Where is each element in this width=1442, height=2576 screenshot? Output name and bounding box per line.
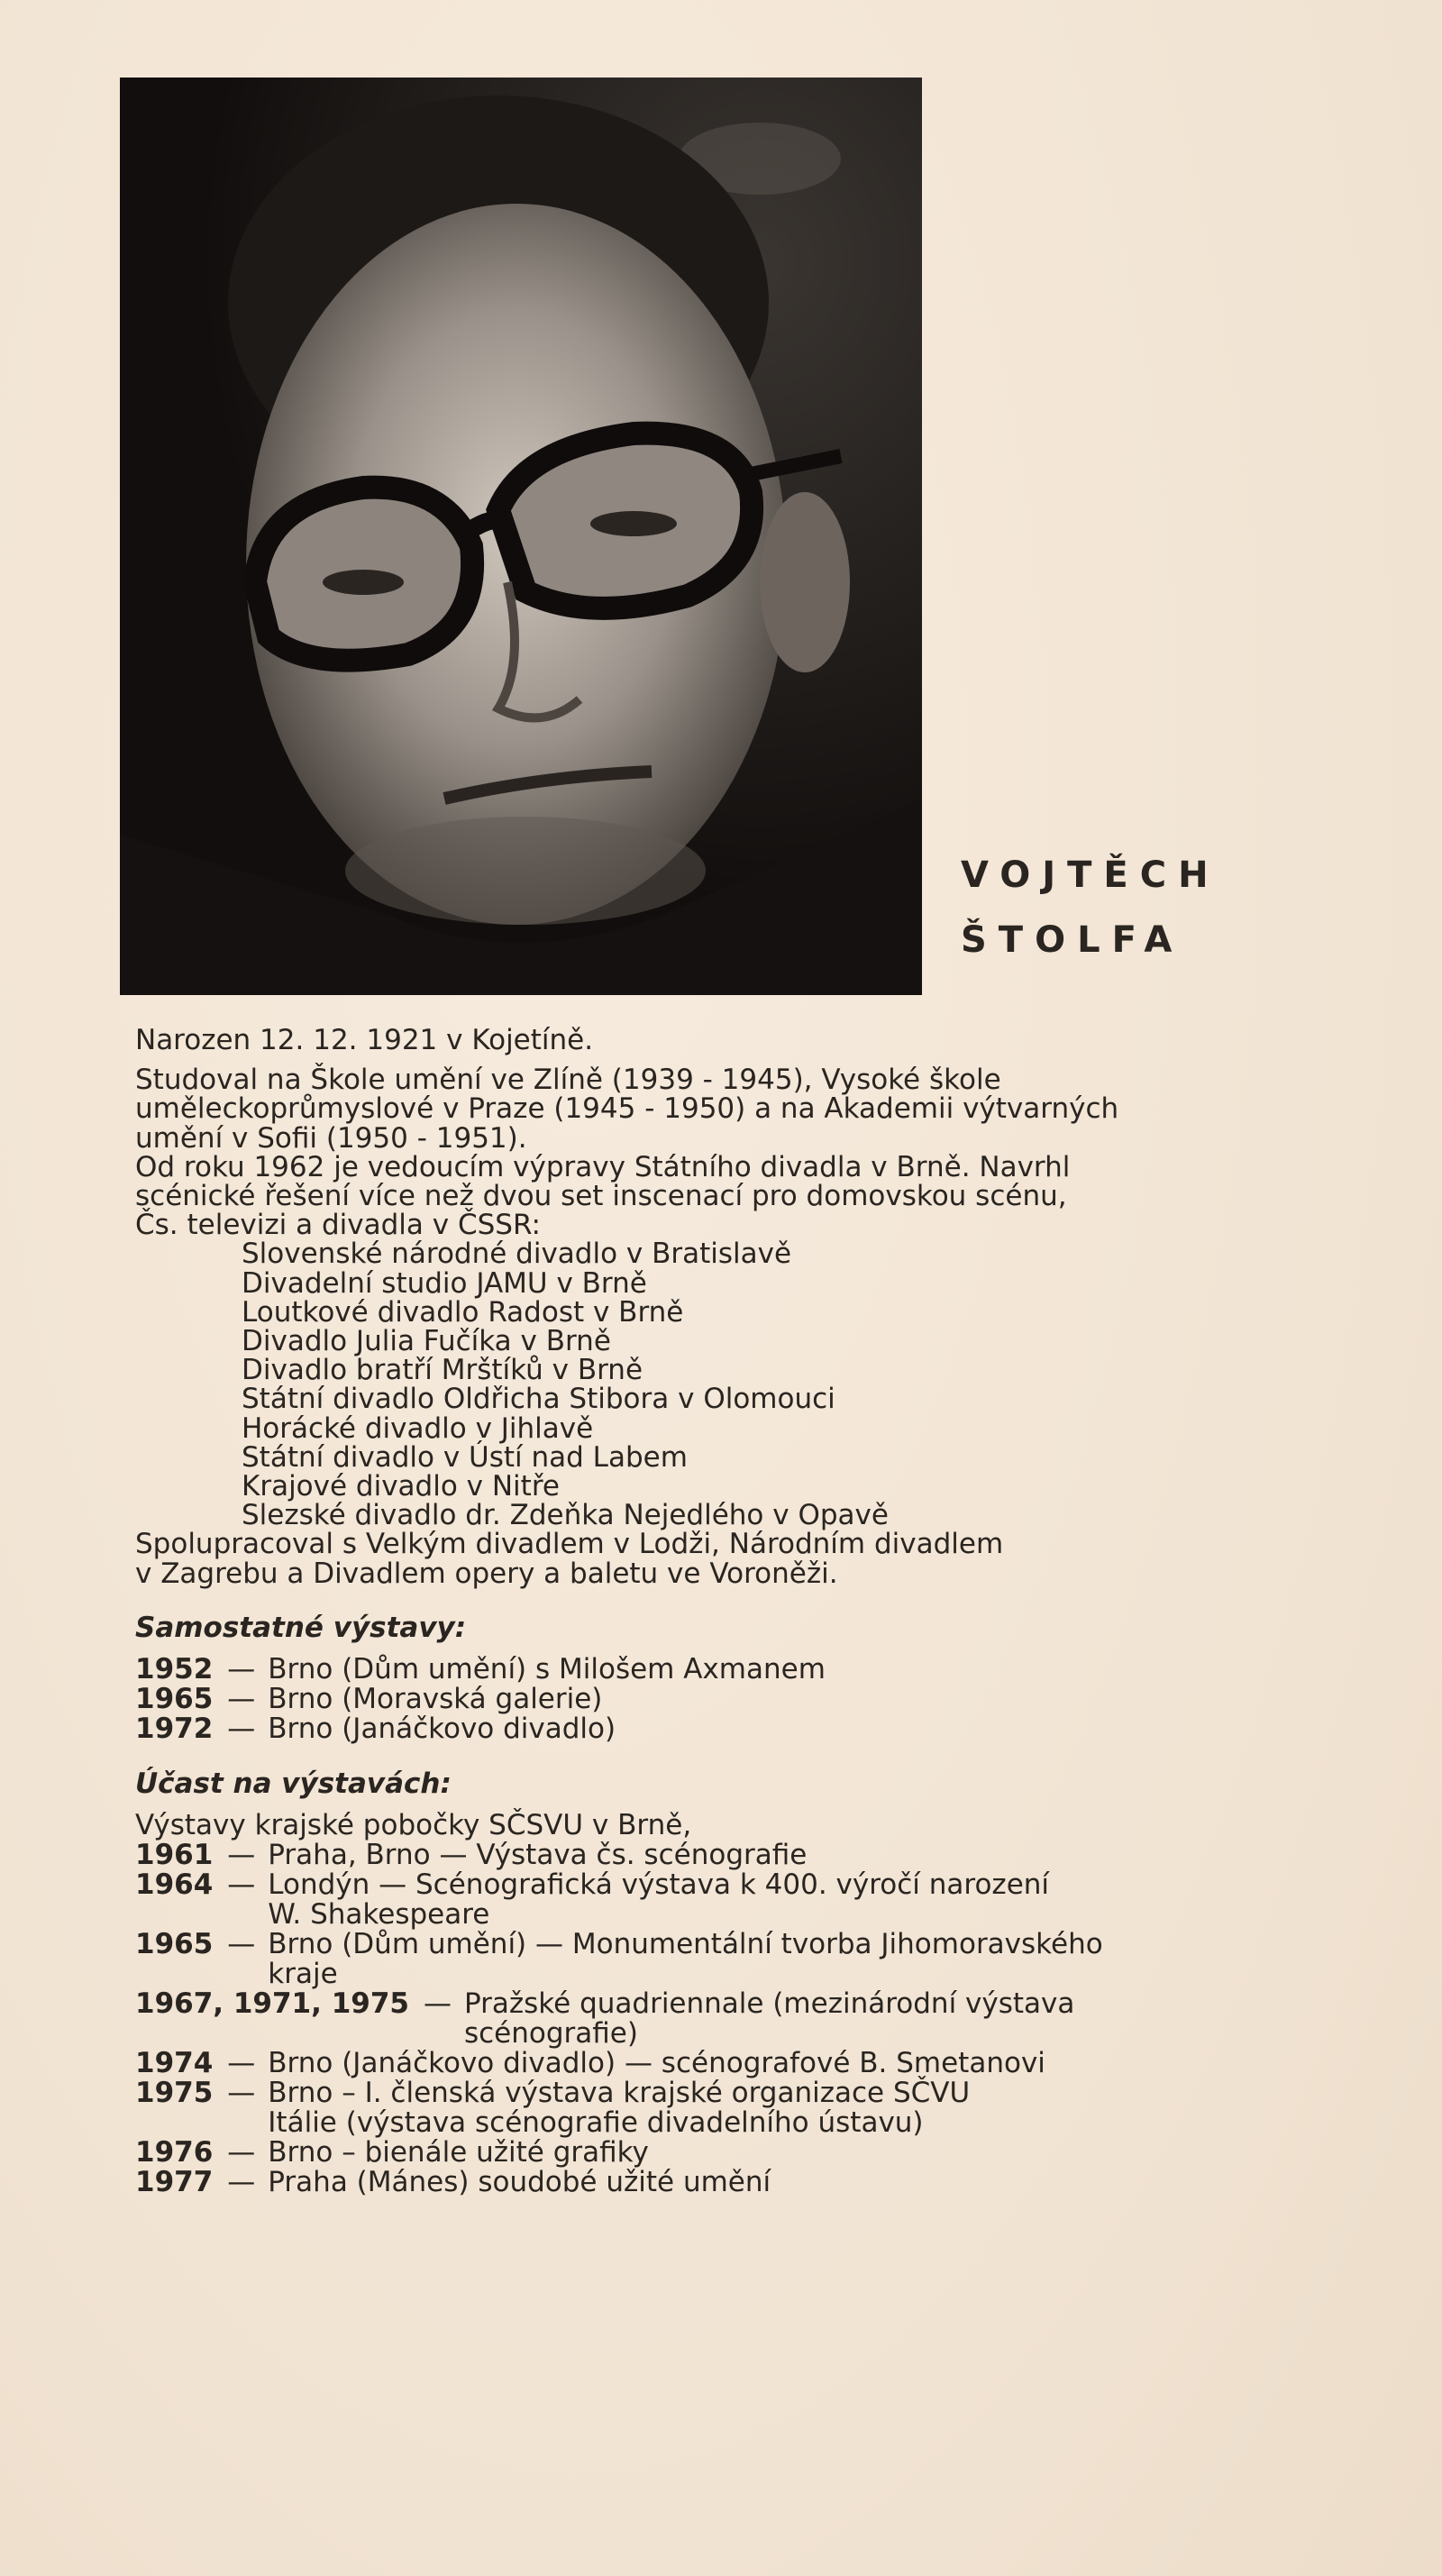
dash: — — [227, 2136, 256, 2170]
year: 1974 — [135, 2047, 214, 2080]
entry-text: Brno – bienále užité grafiky — [268, 2136, 649, 2170]
list-item — [135, 2078, 1343, 2138]
entry-text: Praha, Brno — Výstava čs. scénografie — [268, 1839, 808, 1872]
entry-text: Brno (Dům umění) — Monumentální tvorba Jihomoravského kraje — [268, 1928, 1103, 1991]
list-item: Horácké divadlo v Jihlavě — [242, 1411, 594, 1445]
year: 1977 — [135, 2166, 214, 2199]
dash: — — [227, 2047, 256, 2080]
dash: — — [227, 1839, 256, 1872]
solo-exhibitions-title: Samostatné výstavy: — [135, 1611, 467, 1644]
year: 1964 — [135, 1868, 214, 1902]
career-paragraph: Od roku 1962 je vedoucím výpravy Státního divadla v Brně. Navrhl scénické řešení více než dvou set inscenací pro domovskou scénu, Čs. televizi a divadla v ČSSR: — [135, 1150, 1071, 1242]
list-item — [135, 2049, 1343, 2078]
birth-line: Narozen 12. 12. 1921 v Kojetíně. — [135, 1024, 594, 1056]
entry-text: Londýn — Scénografická výstava k 400. výročí narození W. Shakespeare — [268, 1868, 1050, 1932]
dash: — — [227, 1683, 256, 1716]
group-exhibitions-list — [135, 1841, 1343, 2197]
dash: — — [227, 1653, 256, 1686]
dash: — — [227, 2077, 256, 2110]
list-item — [135, 1989, 1343, 2049]
year: 1975 — [135, 2077, 214, 2110]
list-item — [135, 1930, 1343, 1989]
first-name: VOJTĚCH — [961, 854, 1220, 896]
theater-list — [135, 1239, 1343, 1530]
group-exhibitions-title: Účast na výstavách: — [135, 1768, 452, 1801]
entry-text: Brno – I. členská výstava krajské organizace SČVU Itálie (výstava scénografie divadelního ústavu) — [268, 2077, 971, 2140]
portrait-photo — [120, 78, 922, 995]
dash: — — [227, 2166, 256, 2199]
last-name: ŠTOLFA — [961, 919, 1184, 961]
dash: — — [227, 1868, 256, 1902]
list-item: Divadlo bratří Mrštíků v Brně — [242, 1354, 643, 1387]
solo-exhibitions-list — [135, 1655, 1343, 1744]
group-exhibitions-intro: Výstavy krajské pobočky SČSVU v Brně, — [135, 1809, 692, 1842]
list-item: Loutkové divadlo Radost v Brně — [242, 1295, 684, 1329]
entry-text: Brno (Janáčkovo divadlo) — [268, 1713, 616, 1746]
list-item: Slezské divadlo dr. Zdeňka Nejedlého v Opavě — [242, 1499, 889, 1532]
year: 1976 — [135, 2136, 214, 2170]
year: 1967, 1971, 1975 — [135, 1987, 409, 2021]
list-item: Státní divadlo v Ústí nad Labem — [242, 1440, 688, 1474]
list-item: Státní divadlo Oldřicha Stibora v Olomouci — [242, 1383, 835, 1416]
year: 1961 — [135, 1839, 214, 1872]
entry-text: Pražské quadriennale (mezinárodní výstava scénografie) — [463, 1987, 1075, 2051]
entry-text: Brno (Moravská galerie) — [268, 1683, 603, 1716]
entry-text: Brno (Dům umění) s Milošem Axmanem — [268, 1653, 826, 1686]
year: 1965 — [135, 1683, 214, 1716]
studies-paragraph: Studoval na Škole umění ve Zlíně (1939 - 1945), Vysoké škole uměleckoprůmyslové v Praze (1945 - 1950) a na Akademii výtvarných umění v Sofii (1950 - 1951). — [135, 1064, 1119, 1155]
dash: — — [227, 1928, 256, 1961]
biography — [135, 1026, 1343, 2197]
list-item — [135, 2168, 1343, 2197]
year: 1952 — [135, 1653, 214, 1686]
list-item — [135, 1870, 1343, 1930]
list-item: Krajové divadlo v Nitře — [242, 1470, 560, 1503]
dash: — — [227, 1713, 256, 1746]
dash: — — [423, 1987, 452, 2021]
list-item: Divadlo Julia Fučíka v Brně — [242, 1325, 611, 1358]
entry-text: Praha (Mánes) soudobé užité umění — [268, 2166, 771, 2199]
list-item — [135, 2138, 1343, 2168]
entry-text: Brno (Janáčkovo divadlo) — scénografové B. Smetanovi — [268, 2047, 1045, 2080]
cooperation-paragraph: Spolupracoval s Velkým divadlem v Lodži, Národním divadlem v Zagrebu a Divadlem opery a baletu ve Voroněži. — [135, 1528, 1004, 1590]
year: 1972 — [135, 1713, 214, 1746]
list-item: Divadelní studio JAMU v Brně — [242, 1266, 647, 1300]
year: 1965 — [135, 1928, 214, 1961]
list-item — [135, 1841, 1343, 1870]
list-item — [135, 1714, 1343, 1744]
list-item — [135, 1685, 1343, 1714]
list-item — [135, 1655, 1343, 1685]
list-item: Slovenské národné divadlo v Bratislavě — [242, 1238, 792, 1271]
